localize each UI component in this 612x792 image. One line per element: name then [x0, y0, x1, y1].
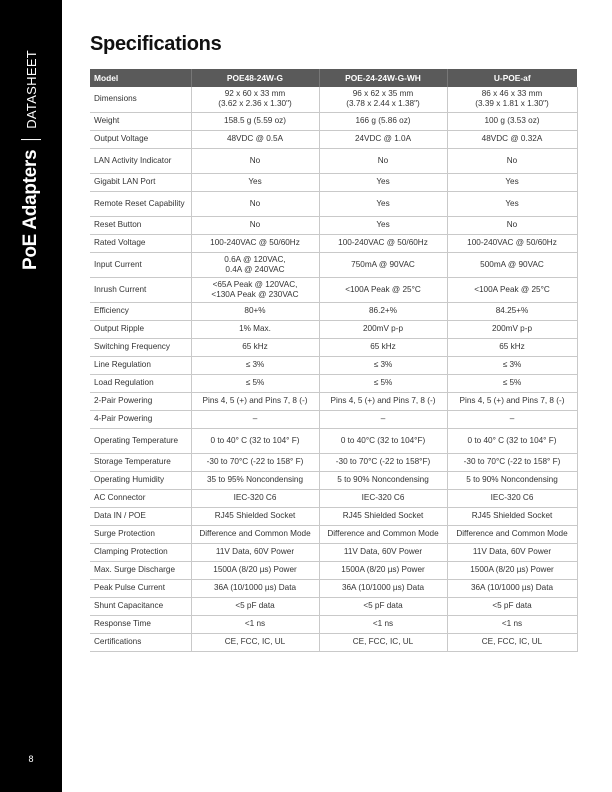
table-cell: [191, 374, 319, 392]
sidebar-title-block: [20, 50, 42, 270]
cell-line: 5 to 90% Noncondensing: [337, 475, 429, 484]
cell-line: 750mA @ 90VAC: [351, 259, 415, 269]
cell-line: Yes: [376, 198, 390, 208]
table-cell: [191, 87, 319, 112]
column-header: POE48-24W-G: [191, 69, 319, 87]
page-title: Specifications: [90, 33, 222, 55]
cell-line: –: [509, 414, 515, 423]
table-cell: [447, 489, 577, 507]
table-row: [90, 148, 577, 173]
table-cell: [191, 277, 319, 302]
cell-line: 1500A (8/20 µs) Power: [213, 565, 297, 574]
cell-line: 86.2+%: [369, 306, 397, 315]
cell-line: 0.6A @ 120VAC,: [224, 254, 286, 264]
cell-line: 24VDC @ 1.0A: [354, 134, 412, 143]
column-header: U-POE-af: [447, 69, 577, 87]
table-cell: [447, 234, 577, 252]
table-cell: [447, 216, 577, 234]
cell-line: Yes: [376, 220, 390, 229]
cell-line: ≤ 3%: [373, 360, 393, 369]
table-cell: [447, 525, 577, 543]
cell-line: Difference and Common Mode: [456, 529, 568, 538]
row-label: Output Ripple: [90, 320, 191, 338]
table-cell: [191, 173, 319, 191]
column-header: Model: [90, 69, 191, 87]
cell-line: 1500A (8/20 µs) Power: [470, 565, 554, 574]
cell-line: ≤ 3%: [245, 360, 265, 369]
row-label: Inrush Current: [90, 277, 191, 302]
cell-line: 1500A (8/20 µs) Power: [341, 565, 425, 574]
table-cell: [447, 173, 577, 191]
table-cell: [447, 148, 577, 173]
cell-line: 35 to 95% Noncondensing: [206, 475, 304, 484]
cell-line: 65 kHz: [242, 342, 268, 351]
table-cell: [319, 320, 447, 338]
table-cell: [319, 453, 447, 471]
table-row: [90, 320, 577, 338]
cell-line: <100A Peak @ 25°C: [474, 284, 550, 294]
cell-line: 100-240VAC @ 50/60Hz: [210, 238, 300, 247]
table-row: [90, 489, 577, 507]
cell-line: 100-240VAC @ 50/60Hz: [338, 238, 428, 247]
table-cell: [447, 392, 577, 410]
cell-line: 11V Data, 60V Power: [343, 547, 423, 556]
table-cell: [319, 374, 447, 392]
cell-line: 0 to 40° C (32 to 104° F): [210, 435, 300, 445]
table-cell: [319, 507, 447, 525]
cell-line: <65A Peak @ 120VAC,: [212, 279, 298, 289]
cell-line: CE, FCC, IC, UL: [481, 637, 543, 646]
table-cell: [447, 191, 577, 216]
cell-line: (3.39 x 1.81 x 1.30"): [475, 99, 549, 109]
table-cell: [447, 507, 577, 525]
cell-line: 92 x 60 x 33 mm: [224, 89, 286, 99]
table-cell: [191, 507, 319, 525]
cell-line: IEC-320 C6: [361, 493, 405, 502]
table-cell: [319, 302, 447, 320]
cell-line: Yes: [248, 177, 262, 186]
cell-line: ≤ 5%: [373, 378, 393, 387]
cell-line: 0.4A @ 240VAC: [225, 264, 285, 274]
cell-line: (3.62 x 2.36 x 1.30"): [218, 99, 292, 109]
row-label: Dimensions: [90, 87, 191, 112]
table-cell: [191, 130, 319, 148]
cell-line: 100-240VAC @ 50/60Hz: [467, 238, 557, 247]
cell-line: 1% Max.: [239, 324, 271, 333]
cell-line: Difference and Common Mode: [199, 529, 311, 538]
table-cell: [191, 338, 319, 356]
table-cell: [191, 392, 319, 410]
cell-line: RJ45 Shielded Socket: [214, 511, 296, 520]
table-row: [90, 112, 577, 130]
table-row: [90, 302, 577, 320]
table-cell: [447, 252, 577, 277]
table-cell: [447, 615, 577, 633]
row-label: Clamping Protection: [90, 543, 191, 561]
cell-line: –: [252, 414, 258, 423]
table-header-row: [90, 69, 577, 87]
row-label: Shunt Capacitance: [90, 597, 191, 615]
cell-line: <5 pF data: [363, 601, 403, 610]
table-cell: [319, 216, 447, 234]
row-label: Operating Temperature: [90, 428, 191, 453]
row-label: Efficiency: [90, 302, 191, 320]
cell-line: (3.78 x 2.44 x 1.38"): [346, 99, 420, 109]
cell-line: 0 to 40°C (32 to 104°F): [340, 435, 426, 445]
table-cell: [319, 597, 447, 615]
cell-line: 100 g (3.53 oz): [484, 116, 540, 125]
row-label: Rated Voltage: [90, 234, 191, 252]
table-row: [90, 87, 577, 112]
cell-line: ≤ 5%: [502, 378, 522, 387]
table-cell: [447, 410, 577, 428]
cell-line: 36A (10/1000 µs) Data: [470, 583, 554, 592]
table-cell: [319, 392, 447, 410]
table-cell: [191, 543, 319, 561]
cell-line: Pins 4, 5 (+) and Pins 7, 8 (-): [459, 396, 565, 405]
row-label: 2-Pair Powering: [90, 392, 191, 410]
table-row: [90, 597, 577, 615]
table-cell: [191, 356, 319, 374]
table-row: [90, 234, 577, 252]
row-label: Peak Pulse Current: [90, 579, 191, 597]
table-cell: [447, 374, 577, 392]
cell-line: Yes: [376, 177, 390, 186]
table-cell: [319, 633, 447, 651]
cell-line: 200mV p-p: [362, 324, 404, 333]
table-row: [90, 579, 577, 597]
cell-line: <1 ns: [372, 619, 394, 628]
row-label: Data IN / POE: [90, 507, 191, 525]
table-cell: [191, 320, 319, 338]
cell-line: -30 to 70°C (-22 to 158°F): [335, 457, 431, 466]
cell-line: No: [506, 155, 518, 165]
row-label: 4-Pair Powering: [90, 410, 191, 428]
table-cell: [319, 489, 447, 507]
cell-line: 166 g (5.86 oz): [355, 116, 411, 125]
table-row: [90, 525, 577, 543]
cell-line: CE, FCC, IC, UL: [224, 637, 286, 646]
table-cell: [191, 489, 319, 507]
table-row: [90, 507, 577, 525]
table-cell: [319, 234, 447, 252]
cell-line: IEC-320 C6: [490, 493, 534, 502]
table-cell: [319, 130, 447, 148]
table-cell: [191, 302, 319, 320]
table-row: [90, 191, 577, 216]
table-cell: [191, 597, 319, 615]
table-row: [90, 428, 577, 453]
table-row: [90, 633, 577, 651]
table-row: [90, 252, 577, 277]
table-cell: [319, 338, 447, 356]
cell-line: Yes: [505, 177, 519, 186]
table-cell: [447, 471, 577, 489]
sidebar: [0, 0, 62, 792]
row-label: Storage Temperature: [90, 453, 191, 471]
table-cell: [191, 615, 319, 633]
cell-line: 65 kHz: [499, 342, 525, 351]
table-cell: [319, 543, 447, 561]
row-label: Input Current: [90, 252, 191, 277]
cell-line: 500mA @ 90VAC: [480, 259, 544, 269]
cell-line: <1 ns: [501, 619, 523, 628]
table-cell: [191, 525, 319, 543]
table-row: [90, 374, 577, 392]
table-cell: [319, 356, 447, 374]
table-cell: [319, 148, 447, 173]
table-cell: [319, 410, 447, 428]
row-label: Weight: [90, 112, 191, 130]
cell-line: 5 to 90% Noncondensing: [466, 475, 558, 484]
cell-line: 48VDC @ 0.32A: [481, 134, 543, 143]
row-label: Line Regulation: [90, 356, 191, 374]
table-cell: [447, 561, 577, 579]
table-row: [90, 277, 577, 302]
cell-line: RJ45 Shielded Socket: [342, 511, 424, 520]
cell-line: Difference and Common Mode: [327, 529, 439, 538]
cell-line: –: [380, 414, 386, 423]
cell-line: 96 x 62 x 35 mm: [352, 89, 414, 99]
table-cell: [191, 410, 319, 428]
cell-line: RJ45 Shielded Socket: [471, 511, 553, 520]
table-cell: [447, 87, 577, 112]
cell-line: ≤ 5%: [245, 378, 265, 387]
table-cell: [447, 453, 577, 471]
table-cell: [191, 633, 319, 651]
cell-line: <130A Peak @ 230VAC: [211, 289, 299, 299]
table-cell: [447, 112, 577, 130]
cell-line: Yes: [505, 198, 519, 208]
table-row: [90, 453, 577, 471]
row-label: Response Time: [90, 615, 191, 633]
table-cell: [191, 234, 319, 252]
cell-line: 65 kHz: [370, 342, 396, 351]
table-row: [90, 543, 577, 561]
row-label: Switching Frequency: [90, 338, 191, 356]
column-header: POE-24-24W-G-WH: [319, 69, 447, 87]
row-label: Remote Reset Capability: [90, 191, 191, 216]
page-number: 8: [28, 754, 34, 764]
table-cell: [447, 579, 577, 597]
table-cell: [191, 561, 319, 579]
cell-line: <5 pF data: [492, 601, 532, 610]
row-label: Surge Protection: [90, 525, 191, 543]
table-cell: [319, 471, 447, 489]
table-cell: [319, 428, 447, 453]
table-cell: [447, 633, 577, 651]
cell-line: 84.25+%: [495, 306, 529, 315]
row-label: Reset Button: [90, 216, 191, 234]
table-cell: [191, 112, 319, 130]
table-cell: [447, 302, 577, 320]
table-cell: [191, 216, 319, 234]
cell-line: No: [377, 155, 389, 165]
table-cell: [319, 561, 447, 579]
row-label: LAN Activity Indicator: [90, 148, 191, 173]
table-row: [90, 356, 577, 374]
cell-line: <1 ns: [244, 619, 266, 628]
row-label: Certifications: [90, 633, 191, 651]
product-category-title: PoE Adapters: [20, 149, 41, 271]
table-cell: [447, 543, 577, 561]
row-label: Max. Surge Discharge: [90, 561, 191, 579]
table-cell: [447, 338, 577, 356]
table-cell: [447, 428, 577, 453]
table-cell: [319, 112, 447, 130]
table-cell: [191, 428, 319, 453]
row-label: AC Connector: [90, 489, 191, 507]
table-row: [90, 471, 577, 489]
cell-line: No: [249, 220, 261, 229]
cell-line: 48VDC @ 0.5A: [226, 134, 284, 143]
cell-line: 86 x 46 x 33 mm: [481, 89, 543, 99]
table-row: [90, 392, 577, 410]
table-cell: [319, 525, 447, 543]
table-cell: [191, 252, 319, 277]
row-label: Output Voltage: [90, 130, 191, 148]
table-cell: [319, 615, 447, 633]
table-cell: [447, 356, 577, 374]
table-row: [90, 173, 577, 191]
table-cell: [319, 252, 447, 277]
table-cell: [191, 579, 319, 597]
cell-line: ≤ 3%: [502, 360, 522, 369]
cell-line: -30 to 70°C (-22 to 158° F): [206, 457, 304, 466]
table-cell: [319, 87, 447, 112]
table-cell: [319, 173, 447, 191]
table-cell: [447, 320, 577, 338]
cell-line: 200mV p-p: [491, 324, 533, 333]
cell-line: 80+%: [244, 306, 266, 315]
cell-line: -30 to 70°C (-22 to 158° F): [463, 457, 561, 466]
datasheet-label: DATASHEET: [23, 49, 39, 129]
specifications-table: [90, 69, 578, 652]
table-cell: [447, 597, 577, 615]
table-cell: [191, 148, 319, 173]
cell-line: 36A (10/1000 µs) Data: [213, 583, 297, 592]
table-cell: [191, 191, 319, 216]
cell-line: 11V Data, 60V Power: [215, 547, 295, 556]
table-row: [90, 410, 577, 428]
cell-line: 36A (10/1000 µs) Data: [341, 583, 425, 592]
table-cell: [319, 191, 447, 216]
table-cell: [447, 277, 577, 302]
table-cell: [319, 277, 447, 302]
table-cell: [319, 579, 447, 597]
cell-line: Pins 4, 5 (+) and Pins 7, 8 (-): [330, 396, 436, 405]
cell-line: Pins 4, 5 (+) and Pins 7, 8 (-): [202, 396, 308, 405]
cell-line: <5 pF data: [235, 601, 275, 610]
table-cell: [191, 471, 319, 489]
cell-line: IEC-320 C6: [233, 493, 277, 502]
row-label: Operating Humidity: [90, 471, 191, 489]
title-divider: [21, 139, 41, 140]
table-row: [90, 615, 577, 633]
cell-line: No: [249, 198, 261, 208]
table-row: [90, 130, 577, 148]
row-label: Load Regulation: [90, 374, 191, 392]
cell-line: <100A Peak @ 25°C: [345, 284, 421, 294]
cell-line: 0 to 40° C (32 to 104° F): [467, 435, 557, 445]
cell-line: No: [506, 220, 518, 229]
row-label: Gigabit LAN Port: [90, 173, 191, 191]
table-row: [90, 338, 577, 356]
cell-line: 158.5 g (5.59 oz): [224, 116, 286, 125]
table-row: [90, 216, 577, 234]
table-cell: [191, 453, 319, 471]
cell-line: 11V Data, 60V Power: [472, 547, 552, 556]
table-cell: [447, 130, 577, 148]
table-body: [90, 87, 577, 651]
cell-line: CE, FCC, IC, UL: [352, 637, 414, 646]
cell-line: No: [249, 155, 261, 165]
table-row: [90, 561, 577, 579]
